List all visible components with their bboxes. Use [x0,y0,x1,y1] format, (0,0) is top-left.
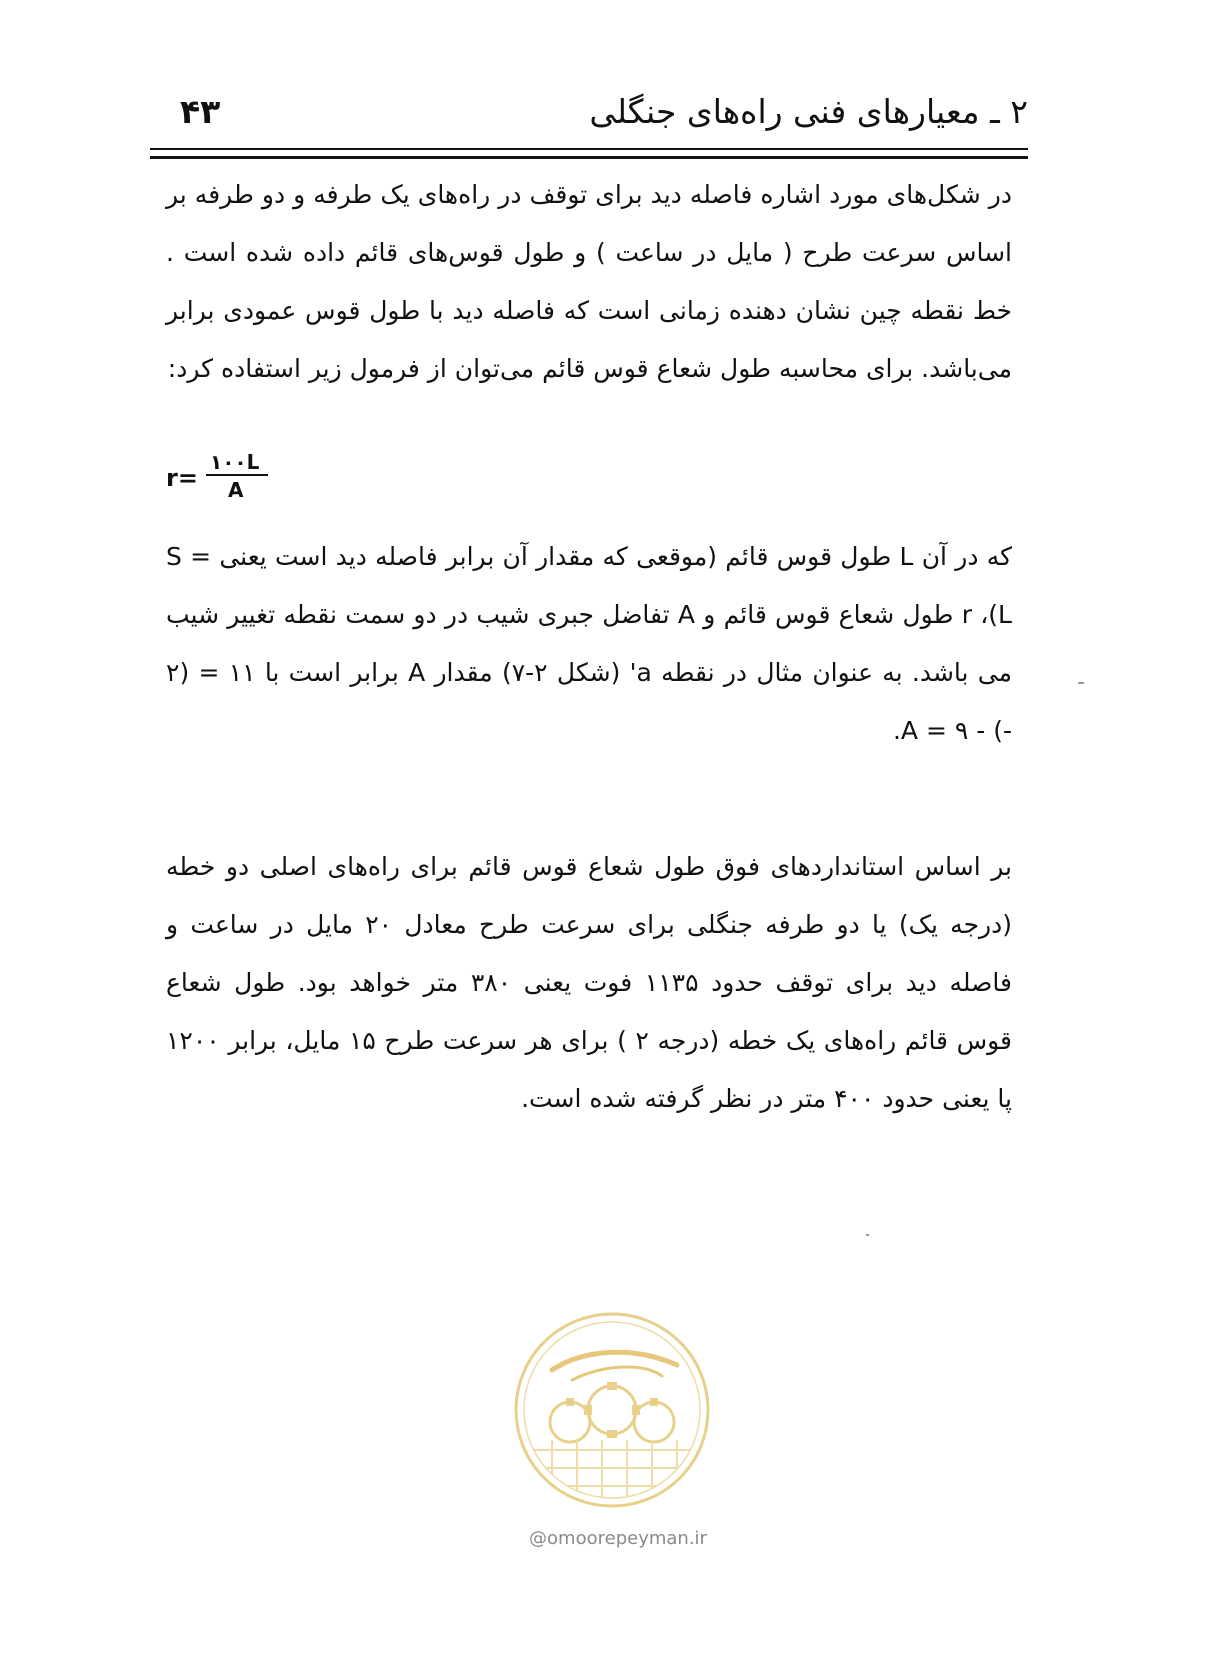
scan-speck [1078,682,1084,684]
paragraph-1: در شکل‌های مورد اشاره فاصله دید برای توقف در راه‌های یک طرفه و دو طرفه بر اساس سرعت طرح ( مایل در ساعت ) و طول قوس‌های قائم داده شده است . خط نقطه چین نشان دهنده زمانی است که فاصله دید با طول قوس عمودی برابر می‌باشد. برای محاسبه طول شعاع قوس قائم می‌توان از فرمول زیر استفاده کرد: [166,180,1012,383]
watermark-seal [512,1310,712,1510]
formula-numerator: ۱۰۰L [210,450,260,474]
running-header [150,84,1028,154]
formula-lhs: r= [166,464,198,492]
radius-formula [166,452,276,502]
paragraph-3: بر اساس استانداردهای فوق طول شعاع قوس قائم برای راه‌های اصلی دو خطه (درجه یک) یا دو طرفه جنگلی برای سرعت طرح معادل ۲۰ مایل در ساعت و فاصله دید برای توقف حدود ۱۱۳۵ فوت یعنی ۳۸۰ متر خواهد بود. طول شعاع قوس قائم راه‌های یک خطه (درجه ۲ ) برای هر سرعت طرح ۱۵ مایل، برابر ۱۲۰۰ پا یعنی حدود ۴۰۰ متر در نظر گرفته شده است. [166,852,1012,1113]
watermark-url: @omoorepeyman.ir [529,1528,707,1549]
paragraph-2: که در آن L طول قوس قائم (موقعی که مقدار آن برابر فاصله دید است یعنی S = L)، r طول شعاع قوس قائم و A تفاضل جبری شیب در دو سمت نقطه تغییر شیب می باشد. به عنوان مثال در نقطه a' (شکل ۲-۷) مقدار A برابر است با ۱۱ = (۲ -) - ۹ = A. [166,542,1013,745]
scan-speck [866,1234,869,1236]
formula-denominator: A [228,478,244,502]
fraction-bar [206,474,268,476]
page-number: ۴۳ [180,92,221,131]
header-rule [150,148,1028,159]
chapter-title: ۲ ـ معیارهای فنی راه‌های جنگلی [589,92,1028,131]
